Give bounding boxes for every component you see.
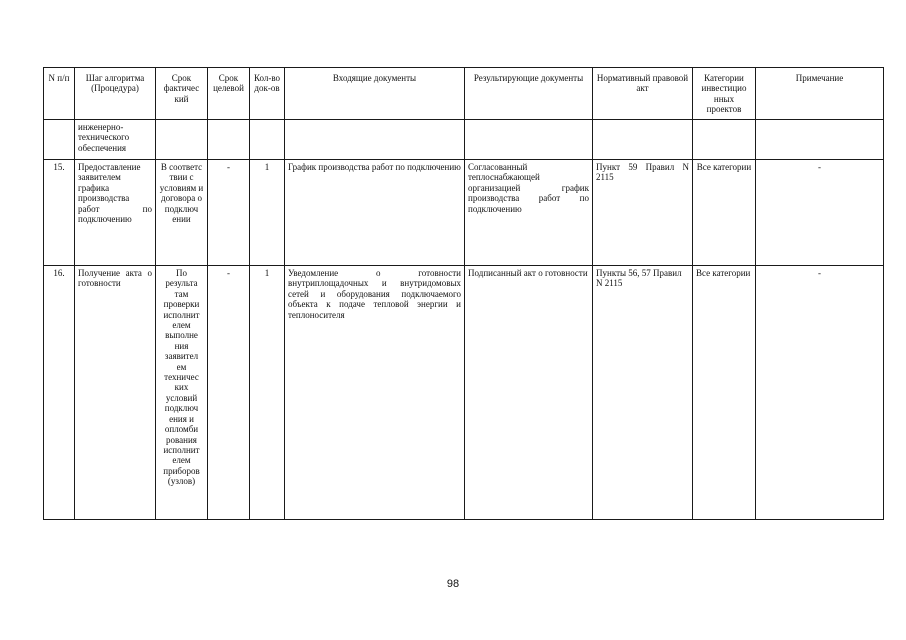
header-term-actual: Срок фактичес кий	[156, 68, 208, 120]
cell-resulting: Согласованный теплоснабжающей организацией график производства работ по подключению	[465, 160, 593, 266]
cell-note	[756, 120, 884, 160]
cell-incoming: График производства работ по подключению	[285, 160, 465, 266]
cell-note: -	[756, 266, 884, 520]
header-note: Примечание	[756, 68, 884, 120]
cell-step: Получение акта о готовности	[75, 266, 156, 520]
header-term-target: Срок целевой	[208, 68, 250, 120]
procedure-table	[43, 67, 884, 520]
cell-term-actual: В соответс твии с условиям и договора о подключ ении	[156, 160, 208, 266]
cell-num: 16.	[44, 266, 75, 520]
cell-term-actual	[156, 120, 208, 160]
cell-resulting	[465, 120, 593, 160]
cell-step: Предоставление заявителем графика производства работ по подключению	[75, 160, 156, 266]
cell-term-target	[208, 120, 250, 160]
cell-term-target: -	[208, 266, 250, 520]
header-categories: Категории инвестицио нных проектов	[693, 68, 756, 120]
cell-doc-count	[250, 120, 285, 160]
cell-resulting: Подписанный акт о готовности	[465, 266, 593, 520]
table-row	[44, 160, 884, 266]
cell-doc-count: 1	[250, 266, 285, 520]
cell-incoming: Уведомление о готовности внутриплощадочных и внутридомовых сетей и оборудования подключаемого объекта к подаче тепловой энергии и теплоносителя	[285, 266, 465, 520]
cell-num	[44, 120, 75, 160]
table-row	[44, 266, 884, 520]
header-doc-count: Кол-во док-ов	[250, 68, 285, 120]
table-row-continuation	[44, 120, 884, 160]
cell-note: -	[756, 160, 884, 266]
header-legal-act: Нормативный правовой акт	[593, 68, 693, 120]
cell-legal-act: Пункт 59 Правил N 2115	[593, 160, 693, 266]
table-header-row	[44, 68, 884, 120]
page-number: 98	[446, 578, 460, 590]
cell-step: инженерно-технического обеспечения	[75, 120, 156, 160]
cell-num: 15.	[44, 160, 75, 266]
cell-categories: Все категории	[693, 160, 756, 266]
cell-term-target: -	[208, 160, 250, 266]
cell-legal-act: Пункты 56, 57 Правил N 2115	[593, 266, 693, 520]
header-incoming-docs: Входящие документы	[285, 68, 465, 120]
header-num: N п/п	[44, 68, 75, 120]
cell-categories: Все категории	[693, 266, 756, 520]
header-step: Шаг алгоритма (Процедура)	[75, 68, 156, 120]
cell-term-actual: По результа там проверки исполнит елем выполне ния заявител ем техничес ких условий подключ ения и опломби рования исполнит елем приборов (узлов)	[156, 266, 208, 520]
header-resulting-docs: Результирующие документы	[465, 68, 593, 120]
cell-legal-act	[593, 120, 693, 160]
cell-incoming	[285, 120, 465, 160]
cell-categories	[693, 120, 756, 160]
cell-doc-count: 1	[250, 160, 285, 266]
